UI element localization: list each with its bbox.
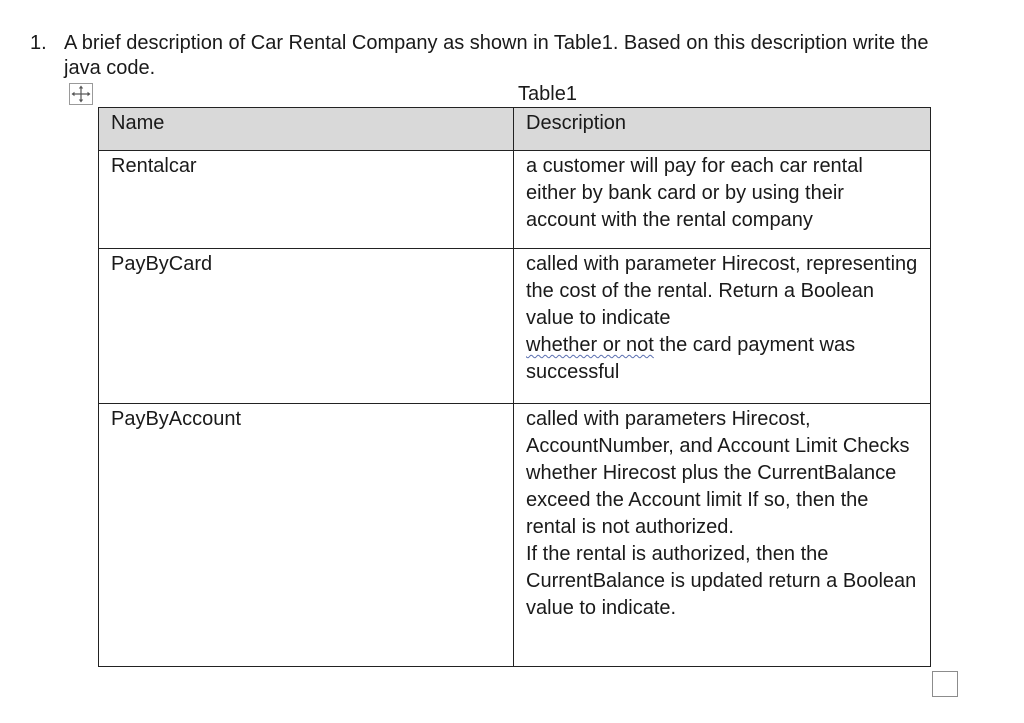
table-row (99, 404, 931, 667)
table-row (99, 151, 931, 249)
cell-name: PayByCard (99, 249, 514, 404)
question-number: 1. (30, 32, 47, 54)
cell-description (514, 151, 931, 249)
cell-description (514, 404, 931, 667)
description-text: called with parameters Hirecost, AccountNumber, and Account Limit Checks whether Hirecost plus the CurrentBalance exceed the Account limit If so, then the rental is not authorized. (526, 408, 910, 538)
grammar-flagged-text[interactable]: whether or not (526, 334, 654, 356)
question-text: A brief description of Car Rental Company as shown in Table1. Based on this description write the java code. (64, 32, 929, 79)
table-resize-handle[interactable] (932, 671, 958, 697)
table-move-handle-icon[interactable] (69, 83, 93, 105)
table-caption: Table1 (518, 83, 577, 105)
cell-name: Rentalcar (99, 151, 514, 249)
header-description: Description (514, 108, 931, 151)
table-header-row (99, 108, 931, 151)
header-name: Name (99, 108, 514, 151)
cell-name: PayByAccount (99, 404, 514, 667)
description-text: called with parameter Hirecost, representing the cost of the rental. Return a Boolean value to indicate (526, 253, 918, 329)
table-row (99, 249, 931, 404)
cell-description (514, 249, 931, 404)
description-text: a customer will pay for each car rental either by bank card or by using their account with the rental company (526, 155, 863, 231)
description-text: If the rental is authorized, then the CurrentBalance is updated return a Boolean value to indicate. (526, 543, 917, 619)
description-table (98, 107, 931, 667)
description-text: the card payment was successful (526, 334, 856, 383)
